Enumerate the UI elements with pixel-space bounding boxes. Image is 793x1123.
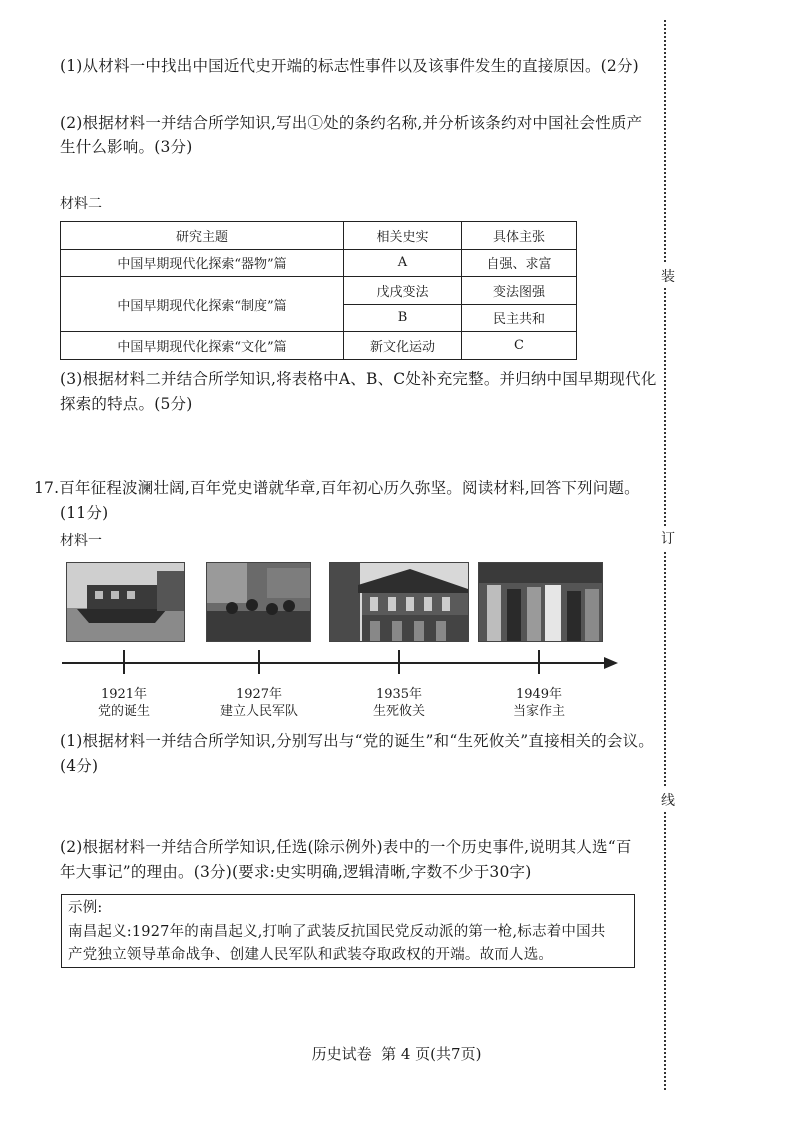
timeline-year: 1921年: [100, 687, 148, 702]
table-row: [61, 332, 577, 360]
q17-stem-line2: (11分): [60, 504, 109, 522]
timeline-arrow-icon: [604, 657, 618, 669]
q16-subquestion-3-line2: 探索的特点。(5分): [60, 395, 193, 413]
example-line1: 南昌起义:1927年的南昌起义,打响了武装反抗国民党反动派的第一枪,标志着中国共: [68, 924, 606, 940]
table-cell: 变法图强: [462, 277, 577, 305]
table-header-cell: 研究主题: [61, 222, 344, 250]
binding-line: [664, 20, 666, 1090]
q16-subquestion-2-line2: 生什么影响。(3分): [60, 138, 193, 156]
photo-red-boat: [66, 562, 185, 642]
binding-label-zhuang: 装: [661, 264, 675, 288]
timeline-event: 生死攸关: [372, 704, 425, 719]
timeline-tick: [258, 650, 260, 674]
photo-army-founding: [206, 562, 311, 642]
timeline-event: 建立人民军队: [219, 704, 298, 719]
photo-founding-ceremony: [478, 562, 603, 642]
q17-subquestion-1-line2: (4分): [60, 757, 99, 775]
q17-stem-line1: 17.百年征程波澜壮阔,百年党史谱就华章,百年初心历久弥坚。阅读材料,回答下列问题。: [34, 479, 640, 497]
table-row: [61, 277, 577, 305]
binding-label-xian: 线: [661, 788, 675, 812]
table-cell: 戊戌变法: [344, 277, 462, 305]
q17-subquestion-2-line2: 年大事记”的理由。(3分)(要求:史实明确,逻辑清晰,字数不少于30字): [60, 863, 532, 881]
material-2-table: [60, 221, 577, 360]
table-cell: C: [462, 332, 577, 360]
example-line2: 产党独立领导革命战争、创建人民军队和武装夺取政权的开端。故而人选。: [68, 947, 554, 963]
timeline-year: 1927年: [235, 687, 283, 702]
timeline-year: 1949年: [515, 687, 563, 702]
q16-subquestion-3-line1: (3)根据材料二并结合所学知识,将表格中A、B、C处补充完整。并归纳中国早期现代化: [60, 370, 657, 388]
binding-label-ding: 订: [661, 526, 675, 550]
page-footer: 历史试卷 第 4 页(共7页): [311, 1045, 482, 1063]
photo-zunyi-building: [329, 562, 469, 642]
table-cell: 民主共和: [462, 304, 577, 332]
example-title: 示例:: [68, 900, 103, 916]
table-cell: 中国早期现代化探索“器物”篇: [61, 249, 344, 277]
table-header-cell: 相关史实: [344, 222, 462, 250]
q16-subquestion-2-line1: (2)根据材料一并结合所学知识,写出①处的条约名称,并分析该条约对中国社会性质产: [60, 114, 643, 132]
table-cell: A: [344, 249, 462, 277]
table-cell: 中国早期现代化探索“制度”篇: [61, 277, 344, 332]
table-cell: B: [344, 304, 462, 332]
material-1-label: 材料一: [60, 533, 102, 549]
q17-subquestion-1-line1: (1)根据材料一并结合所学知识,分别写出与“党的诞生”和“生死攸关”直接相关的会议。: [60, 732, 654, 750]
timeline-year: 1935年: [375, 687, 423, 702]
timeline-tick: [538, 650, 540, 674]
q17-subquestion-2-line1: (2)根据材料一并结合所学知识,任选(除示例外)表中的一个历史事件,说明其人选“百: [60, 838, 632, 856]
timeline-event: 党的诞生: [97, 704, 150, 719]
table-cell: 新文化运动: [344, 332, 462, 360]
timeline-tick: [398, 650, 400, 674]
timeline-axis: [62, 662, 607, 664]
table-cell: 自强、求富: [462, 249, 577, 277]
timeline-event: 当家作主: [512, 704, 565, 719]
table-header-cell: 具体主张: [462, 222, 577, 250]
timeline-tick: [123, 650, 125, 674]
material-2-label: 材料二: [60, 196, 102, 212]
table-row: [61, 249, 577, 277]
table-header-row: [61, 222, 577, 250]
table-cell: 中国早期现代化探索“文化”篇: [61, 332, 344, 360]
q16-subquestion-1: (1)从材料一中找出中国近代史开端的标志性事件以及该事件发生的直接原因。(2分): [60, 57, 639, 75]
